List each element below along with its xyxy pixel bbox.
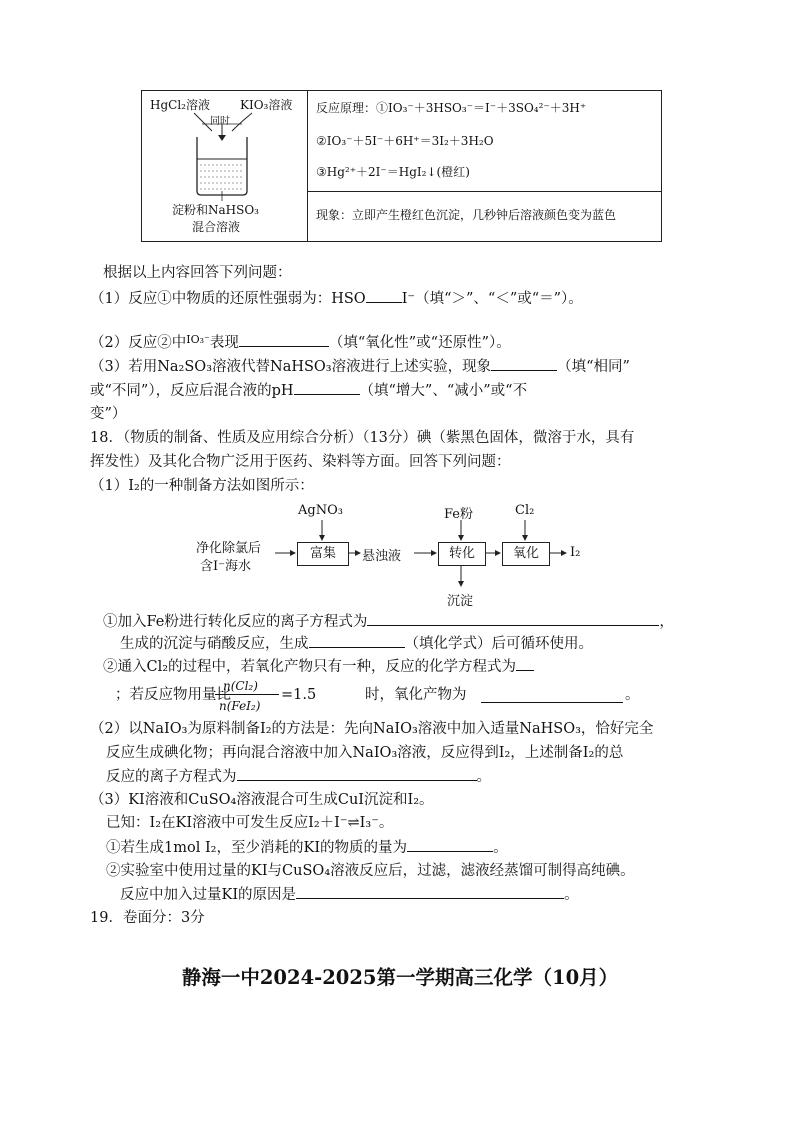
q18-p3-text-f: 反应中加入过量KI的原因是 bbox=[120, 887, 297, 903]
q18-p3-text-c: ①若生成1mol I₂，至少消耗的KI的物质的量为 bbox=[106, 840, 408, 856]
flow-agno3: AgNO₃ bbox=[298, 503, 343, 518]
q17-p2-text-b: 表现 bbox=[209, 335, 239, 351]
flow-box-oxidize: 氧化 bbox=[502, 542, 550, 566]
q17-p3-text-a: （3）若用Na₂SO₃溶液代替NaHSO₃溶液进行上述实验，现象 bbox=[90, 359, 492, 375]
reaction-1: ①IO₃⁻＋3HSO₃⁻＝I⁻＋3SO₄²⁻＋3H⁺ bbox=[376, 101, 587, 115]
flow-source-2: 含I⁻海水 bbox=[200, 559, 251, 574]
flow-source-1: 净化除氯后 bbox=[196, 541, 262, 556]
ratio-value: =1.5 bbox=[281, 687, 317, 703]
q17-p2-text-a: （2）反应②中 bbox=[90, 335, 187, 351]
q17-p2-text-c: （填“氧化性”或“还原性”）。 bbox=[328, 335, 511, 351]
answer-blank[interactable] bbox=[516, 656, 534, 671]
q18-s2-text-d: 。 bbox=[625, 687, 640, 703]
q17-p3-text-c: 或“不同”），反应后混合液的pH bbox=[90, 383, 294, 399]
q17-p3-text-d: （填“增大”、“减小”或“不 bbox=[359, 383, 528, 399]
q18-p2-text-c: 反应的离子方程式为 bbox=[106, 769, 237, 785]
answer-blank[interactable] bbox=[367, 611, 659, 626]
q17-p1-text-b: I⁻（填“＞”、“＜”或“＝”）。 bbox=[401, 291, 583, 307]
q18-p3-sub2: ②实验室中使用过量的KI与CuSO₄溶液反应后，过滤，滤液经蒸馏可制得高纯碘。 bbox=[106, 863, 635, 879]
hgcl2-label: HgCl₂溶液 bbox=[150, 98, 210, 112]
q18-part1: （1）I₂的一种制备方法如图所示： bbox=[90, 478, 314, 494]
ratio-denominator: n(FeI₂) bbox=[219, 699, 261, 713]
flow-box-convert: 转化 bbox=[438, 542, 486, 566]
q18-s1-text-c: 生成的沉淀与硝酸反应，生成 bbox=[120, 636, 309, 652]
reaction-3: ③Hg²⁺＋2I⁻＝HgI₂↓(橙红) bbox=[316, 165, 470, 179]
q19-text: 19．卷面分：3分 bbox=[90, 910, 205, 926]
q18-p3-line1: （3）KI溶液和CuSO₄溶液混合可生成CuI沉淀和I₂。 bbox=[90, 792, 434, 808]
q17-part3-end: 变”） bbox=[90, 406, 127, 422]
flow-cl2: Cl₂ bbox=[515, 503, 535, 518]
q17-intro: 根据以上内容回答下列问题： bbox=[103, 265, 292, 281]
answer-blank[interactable] bbox=[407, 837, 493, 852]
q18-p2-line2: 反应生成碘化物；再向混合溶液中加入NaIO₃溶液，反应得到I₂，上述制备I₂的总 bbox=[106, 745, 624, 761]
q18-stem-1: 18．（物质的制备、性质及应用综合分析）（13分）碘（紫黑色固体，微溶于水，具有 bbox=[90, 430, 635, 446]
beaker-label-2: 混合溶液 bbox=[192, 220, 241, 234]
answer-blank[interactable] bbox=[481, 688, 623, 703]
q18-s2-text-b: ；若反应物用量比 bbox=[115, 687, 231, 703]
q18-s1-line2 bbox=[120, 633, 593, 654]
answer-blank[interactable] bbox=[237, 766, 477, 781]
flow-box-enrich: 富集 bbox=[297, 542, 349, 566]
exam-title: 静海一中2024-2025第一学期高三化学（10月） bbox=[181, 966, 619, 989]
q18-stem-2: 挥发性）及其化合物广泛用于医药、染料等方面。回答下列问题： bbox=[90, 454, 511, 470]
q18-p2-line1: （2）以NaIO₃为原料制备I₂的方法是：先向NaIO₃溶液中加入适量NaHSO₃，恰好完全 bbox=[90, 721, 654, 737]
q18-p3-text-d: 。 bbox=[493, 840, 508, 856]
answer-blank[interactable] bbox=[296, 884, 564, 899]
q18-p3-text-g: 。 bbox=[564, 887, 579, 903]
q18-p2-text-d: 。 bbox=[476, 769, 491, 785]
kio3-label: KIO₃溶液 bbox=[240, 98, 293, 112]
flow-fe: Fe粉 bbox=[444, 507, 474, 522]
beaker-label-1: 淀粉和NaHSO₃ bbox=[172, 203, 259, 217]
q18-p2-line3 bbox=[106, 766, 491, 787]
flow-mid: 悬浊液 bbox=[362, 549, 402, 564]
q18-s1-text-a: ①加入Fe粉进行转化反应的离子方程式为 bbox=[103, 614, 368, 630]
flow-product: I₂ bbox=[570, 545, 581, 560]
io3-ion: IO₃⁻ bbox=[186, 333, 210, 346]
q18-s1-line1 bbox=[103, 611, 674, 632]
answer-blank[interactable] bbox=[309, 633, 405, 648]
q18-p3-sub1 bbox=[106, 837, 508, 858]
q18-p3-sub2-cont bbox=[120, 884, 579, 905]
q17-p3-text-b: （填“相同” bbox=[557, 359, 630, 375]
ratio-numerator: n(Cl₂) bbox=[223, 679, 258, 693]
q18-s1-text-b: ， bbox=[659, 614, 674, 630]
q18-p3-known: 已知：I₂在KI溶液中可发生反应I₂＋I⁻⇌I₃⁻。 bbox=[106, 815, 394, 831]
reaction-2: ②IO₃⁻＋5I⁻＋6H⁺＝3I₂＋3H₂O bbox=[316, 134, 494, 148]
q18-s2-text-c: 时，氧化产物为 bbox=[365, 687, 467, 703]
q18-s2-text-a: ②通入Cl₂的过程中，若氧化产物只有一种，反应的化学方程式为 bbox=[103, 659, 517, 675]
simultaneous-label: 同时 bbox=[210, 116, 230, 127]
q18-s1-text-d: （填化学式）后可循环使用。 bbox=[404, 636, 593, 652]
q17-p1-text-a: （1）反应①中物质的还原性强弱为：HSO bbox=[90, 291, 366, 307]
flow-precip: 沉淀 bbox=[447, 594, 474, 609]
q18-s2-line1 bbox=[103, 656, 534, 677]
principle-title: 反应原理： bbox=[316, 101, 377, 115]
fraction-bar bbox=[215, 694, 279, 695]
phenomenon-text: 现象：立即产生橙红色沉淀，几秒钟后溶液颜色变为蓝色 bbox=[316, 208, 617, 222]
